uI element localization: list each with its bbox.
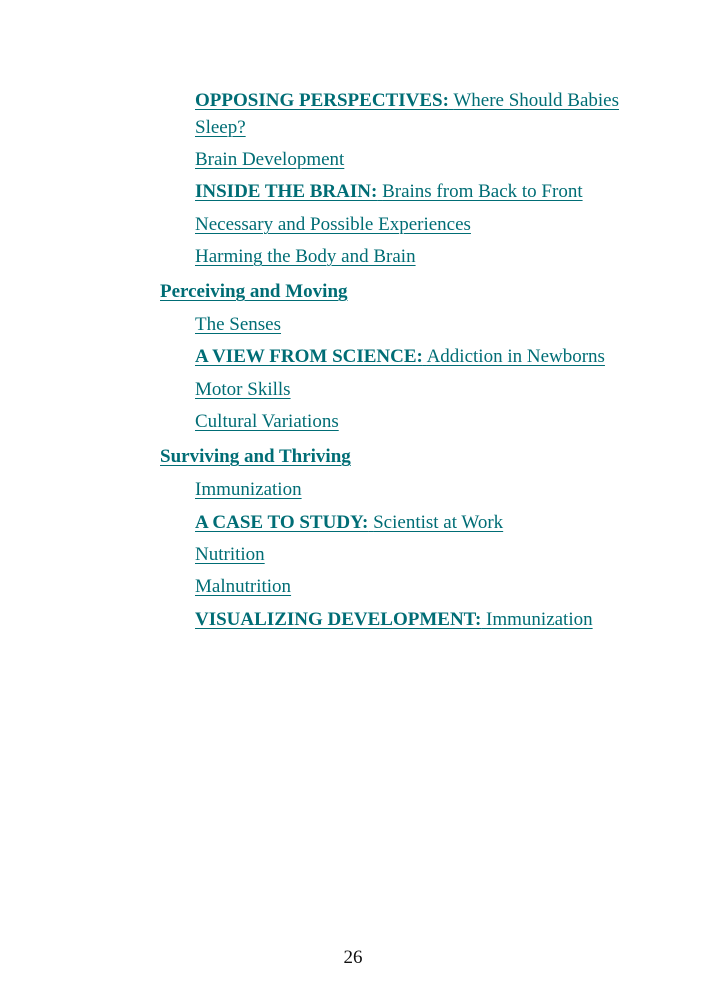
feature-label: VISUALIZING DEVELOPMENT: [195, 609, 482, 630]
toc-section-surviving-thriving[interactable] [160, 446, 351, 468]
toc-link-text: Addiction in Newborns [426, 346, 605, 367]
page-number: 26 [343, 947, 363, 968]
toc-link-text: Nutrition [195, 544, 265, 565]
toc-link-inside-the-brain[interactable] [195, 181, 583, 203]
toc-link-malnutrition[interactable] [195, 576, 291, 598]
toc-link-text: Brains from Back to Front [382, 181, 583, 202]
toc-link-view-from-science[interactable] [195, 346, 605, 368]
toc-link-text: Brain Development [195, 149, 345, 170]
toc-link-text: Necessary and Possible Experiences [195, 214, 471, 235]
toc-link-brain-development[interactable] [195, 149, 344, 171]
toc-link-text: The Senses [195, 314, 282, 335]
toc-link-immunization[interactable] [195, 479, 302, 501]
toc-link-text: Immunization [486, 609, 593, 630]
toc-link-text: Where Should Babies [453, 90, 620, 111]
toc-link-text: Motor Skills [195, 379, 291, 400]
toc-section-title: Perceiving and Moving [160, 281, 348, 302]
toc-link-text: Malnutrition [195, 576, 292, 597]
toc-link-motor-skills[interactable] [195, 379, 291, 401]
toc-section-title: Surviving and Thriving [160, 446, 351, 467]
toc-link-opposing-perspectives-cont[interactable] [195, 117, 246, 139]
toc-link-cultural-variations[interactable] [195, 411, 339, 433]
toc-link-text: Cultural Variations [195, 411, 339, 432]
toc-link-text: Scientist at Work [373, 512, 504, 533]
feature-label: A CASE TO STUDY: [195, 512, 369, 533]
toc-link-text: Sleep? [195, 117, 246, 138]
toc-link-visualizing-development[interactable] [195, 609, 593, 631]
toc-link-case-to-study[interactable] [195, 512, 503, 534]
toc-link-harming-body-brain[interactable] [195, 246, 416, 268]
toc-link-text: Harming the Body and Brain [195, 246, 416, 267]
toc-link-the-senses[interactable] [195, 314, 281, 336]
toc-link-nutrition[interactable] [195, 544, 265, 566]
feature-label: INSIDE THE BRAIN: [195, 181, 378, 202]
toc-link-necessary-experiences[interactable] [195, 214, 471, 236]
feature-label: A VIEW FROM SCIENCE: [195, 346, 423, 367]
toc-link-opposing-perspectives[interactable] [195, 90, 619, 112]
toc-section-perceiving-moving[interactable] [160, 281, 348, 303]
toc-link-text: Immunization [195, 479, 302, 500]
feature-label: OPPOSING PERSPECTIVES: [195, 90, 449, 111]
